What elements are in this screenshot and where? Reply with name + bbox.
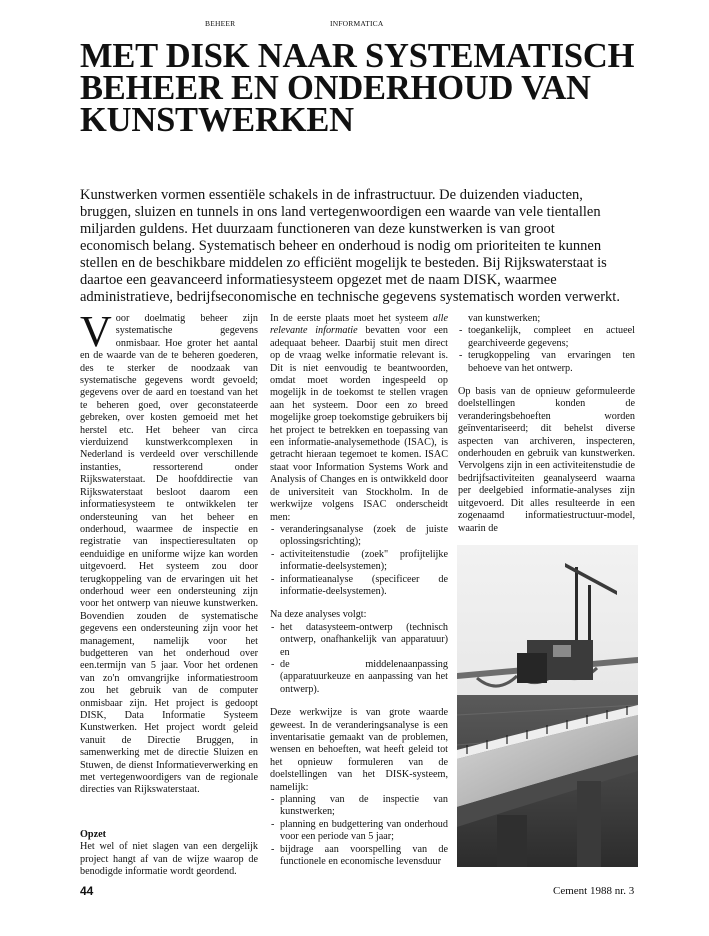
article-title: MET DISK NAAR SYSTEMATISCH BEHEER EN ONDERHOUD VAN KUNSTWERKEN <box>80 37 635 139</box>
isac-steps-list <box>270 524 448 598</box>
running-head-section: BEHEER <box>205 19 236 28</box>
col1-opzet-body: Het wel of niet slagen van een dergelijk project hangt af van de wijze waarop de benodigde informatie wordt geordend. <box>80 841 258 878</box>
col1-paragraph <box>80 307 258 797</box>
col2-p1-emphasis: alle relevante informatie <box>270 313 448 337</box>
list-item: - toegankelijk, compleet en actueel gearchiveerde gegevens; <box>458 325 635 350</box>
list-item: - de middelenaanpassing (apparatuurkeuze en aanpassing van het ontwerp). <box>270 659 448 696</box>
col2-paragraph-3: Deze werkwijze is van grote waarde geweest. In de veranderingsanalyse is een inventarisatie gemaakt van de problemen, wensen en behoeften, wat heeft geleid tot het opnieuw formuleren van de doelstellingen van het DISK-systeem, namelijk: <box>270 707 448 793</box>
objectives-list-continued <box>458 325 635 375</box>
col3-continuation: van kunstwerken; <box>468 313 541 324</box>
page-number: 44 <box>80 884 94 898</box>
list-item: - activiteitenstudie (zoek" profijtelijke informatie-deelsystemen); <box>270 549 448 574</box>
column-1 <box>80 307 258 878</box>
list-item: - bijdrage aan voorspelling van de functionele en economische levensduur <box>270 844 448 869</box>
running-head-topic: INFORMATICA <box>330 19 384 28</box>
following-steps-list <box>270 622 448 696</box>
col3-paragraph: Op basis van de opnieuw geformuleerde doelstellingen konden de veranderingsbehoeften worden geïnventariseerd; dit behelst diverse aspecten van archiveren, inspecteren, onderhouden en gebruik van kunstwerken. Vervolgens zijn in een activiteitenstudie de bedrijfsactiviteiten geanalyseerd waarna per deelgebied informatie-analyses zijn uitgevoerd. Dit alles resulteerde in een zogenaamd informatiestructuur-model, waarin de <box>458 386 635 534</box>
col2-p1-text-a: In de eerste plaats moet het systeem <box>270 313 433 324</box>
bridge-photo-icon <box>457 545 638 867</box>
drop-cap: V <box>80 307 112 356</box>
col2-paragraph-1 <box>270 313 448 524</box>
bridge-photo <box>457 545 638 867</box>
column-3 <box>458 313 635 535</box>
col2-p1-text-b: bevatten voor een adequaat beheer. Daarbij stuit men direct op de vraag welke informatie relevant is. Dit is niet eenvoudig te beantwoorden, omdat moet worden ingespeeld op mogelijk in de toekomst te stellen vragen aan het systeem. Door een zo breed mogelijke groep toekomstige gebruikers bij het project te betrekken en toepassing van een informatie-analysemethode (ISAC), is getracht hieraan tegemoet te komen. ISAC staat voor Information Systems Work and Analysis of Changes en is ontwikkeld door de universiteit van Stockholm. In de werkwijze volgens ISAC onderscheidt men: <box>270 325 449 523</box>
list-item: - veranderingsanalyse (zoek de juiste oplossingsrichting); <box>270 524 448 549</box>
article-intro: Kunstwerken vormen essentiële schakels in de infrastructuur. De duizenden viaducten, bruggen, sluizen en tunnels in ons land vertegenwoordigen een waarde van vele tientallen miljarden guldens. Het duurzaam functioneren van deze kunstwerken is van groot economisch belang. Systematisch beheer en onderhoud is nodig om prioriteiten te kunnen stellen en de beschikbare middelen zo efficiënt mogelijk te besteden. Bij Rijkswaterstaat is daartoe een geavanceerd informatiesysteem opgezet met de naam DISK, waarmee administratieve, bedrijfseconomische en technische gegevens systematisch worden verwerkt. <box>80 187 620 305</box>
column-2 <box>270 313 448 868</box>
list-item: - het datasysteem-ontwerp (technisch ontwerp, onafhankelijk van apparatuur) en <box>270 622 448 659</box>
list-item: - planning van de inspectie van kunstwerken; <box>270 794 448 819</box>
section-heading-opzet: Opzet <box>80 828 107 840</box>
list-item: - planning en budgettering van onderhoud voor een periode van 5 jaar; <box>270 819 448 844</box>
col2-paragraph-2: Na deze analyses volgt: <box>270 609 367 621</box>
col1-body: oor doelmatig beheer zijn systematische gegevens onmisbaar. Hoe groter het aantal en de waarde van de te beheren goederen, des te sterker de noodzaak van systematische gegevens wordt gevoeld; gegevens over de aard en toestand van het te beheren goed, over geconstateerde gebreken, over kosten gemoeid met het herstel etc. Het beheer van circa vierduizend kunstwerkcomplexen in Nederland is verdeeld over verschillende instanties, ressorterend onder Rijkswaterstaat. De hoofddirectie van Rijkswaterstaat besloot daarom een informatiesysteem te ontwikkelen ter ondersteuning van het beheer en onderhoud, waarmee de inspectie en registratie van inspectieresultaten op eenduidige en uniforme wijze kan worden uitgevoerd. Het systeem zou door terugkoppeling van de ervaringen uit het onderhoud weer een ondersteuning zijn voor het ontwerp van nieuwe kunstwerken. Bovendien zouden de systematische gegevens een ondersteuning zijn voor het management, namelijk voor het budgetteren van het onderhoud over een.termijn van 5 jaar. Voor het ordenen van zo'n omvangrijke informatiestroom zou het gebruik van de computer onmisbaar zijn. Het project is gedoopt DISK, Data Informatie Systeem Kunstwerken. Het project wordt geleid vanuit de Directie Bruggen, in samenwerking met de directie Sluizen en Stuwen, de dienst Informatieverwerking en met vertegenwoordigers van de regionale directies van Rijkswaterstaat. <box>80 313 258 796</box>
list-item: - informatieanalyse (specificeer de informatie-deelsystemen). <box>270 574 448 599</box>
magazine-issue: Cement 1988 nr. 3 <box>553 885 635 897</box>
objectives-list <box>270 794 448 868</box>
list-item: - terugkoppeling van ervaringen ten behoeve van het ontwerp. <box>458 350 635 375</box>
